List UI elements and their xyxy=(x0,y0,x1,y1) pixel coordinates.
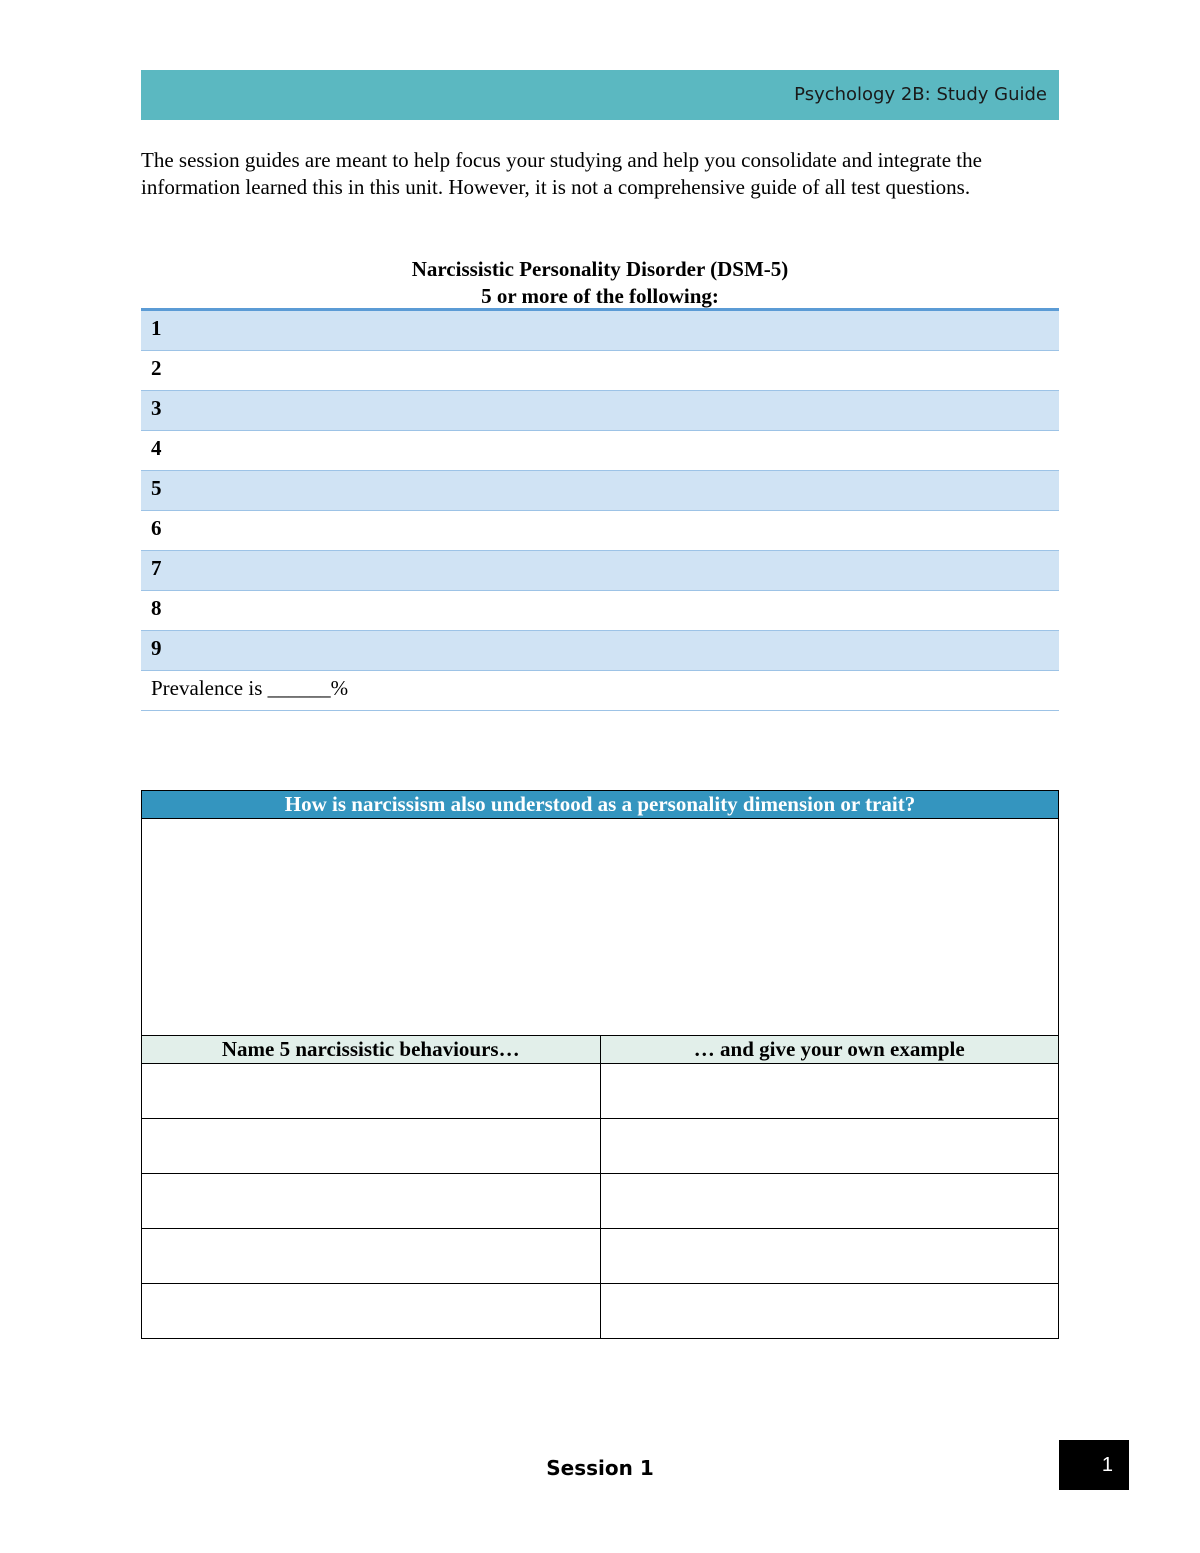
table-row xyxy=(142,1229,1059,1284)
criteria-row xyxy=(141,471,1059,511)
criteria-row xyxy=(141,551,1059,591)
example-cell[interactable] xyxy=(600,1174,1059,1229)
prevalence-text: Prevalence is ______% xyxy=(141,671,1059,711)
example-cell[interactable] xyxy=(600,1284,1059,1339)
footer-session: Session 1 xyxy=(546,1456,654,1480)
ndp-subtitle: 5 or more of the following: xyxy=(481,284,719,308)
header-band xyxy=(141,70,1059,120)
page-number-box xyxy=(1059,1440,1129,1490)
criteria-row xyxy=(141,591,1059,631)
example-cell[interactable] xyxy=(600,1229,1059,1284)
criteria-row xyxy=(141,631,1059,671)
criteria-number: 7 xyxy=(141,551,1059,591)
page-number: 1 xyxy=(1101,1454,1113,1476)
criteria-number: 5 xyxy=(141,471,1059,511)
criteria-number: 4 xyxy=(141,431,1059,471)
trait-question: How is narcissism also understood as a personality dimension or trait? xyxy=(142,791,1059,819)
example-cell[interactable] xyxy=(600,1119,1059,1174)
behaviour-cell[interactable] xyxy=(142,1284,601,1339)
criteria-number: 1 xyxy=(141,310,1059,351)
trait-table xyxy=(141,790,1059,1339)
behaviour-cell[interactable] xyxy=(142,1119,601,1174)
example-column-header: … and give your own example xyxy=(600,1036,1059,1064)
table-row xyxy=(142,1064,1059,1119)
criteria-row xyxy=(141,310,1059,351)
table-row xyxy=(142,1174,1059,1229)
criteria-row xyxy=(141,431,1059,471)
table-row xyxy=(142,1284,1059,1339)
criteria-number: 3 xyxy=(141,391,1059,431)
table-row xyxy=(142,1119,1059,1174)
example-cell[interactable] xyxy=(600,1064,1059,1119)
behaviour-cell[interactable] xyxy=(142,1064,601,1119)
intro-paragraph: The session guides are meant to help focus your studying and help you consolidate and integrate the information learned this in this unit. However, it is not a comprehensive guide of all test questions. xyxy=(141,148,982,199)
criteria-row xyxy=(141,511,1059,551)
behaviour-cell[interactable] xyxy=(142,1229,601,1284)
criteria-table xyxy=(141,308,1059,711)
ndp-title: Narcissistic Personality Disorder (DSM-5) xyxy=(411,257,789,281)
header-title: Psychology 2B: Study Guide xyxy=(794,84,1047,105)
trait-answer-box[interactable] xyxy=(142,819,1059,1036)
criteria-number: 2 xyxy=(141,351,1059,391)
criteria-number: 9 xyxy=(141,631,1059,671)
criteria-row xyxy=(141,391,1059,431)
behaviours-column-header: Name 5 narcissistic behaviours… xyxy=(142,1036,601,1064)
prevalence-row xyxy=(141,671,1059,711)
criteria-number: 8 xyxy=(141,591,1059,631)
ndp-heading xyxy=(141,256,1059,310)
behaviour-cell[interactable] xyxy=(142,1174,601,1229)
criteria-row xyxy=(141,351,1059,391)
criteria-number: 6 xyxy=(141,511,1059,551)
